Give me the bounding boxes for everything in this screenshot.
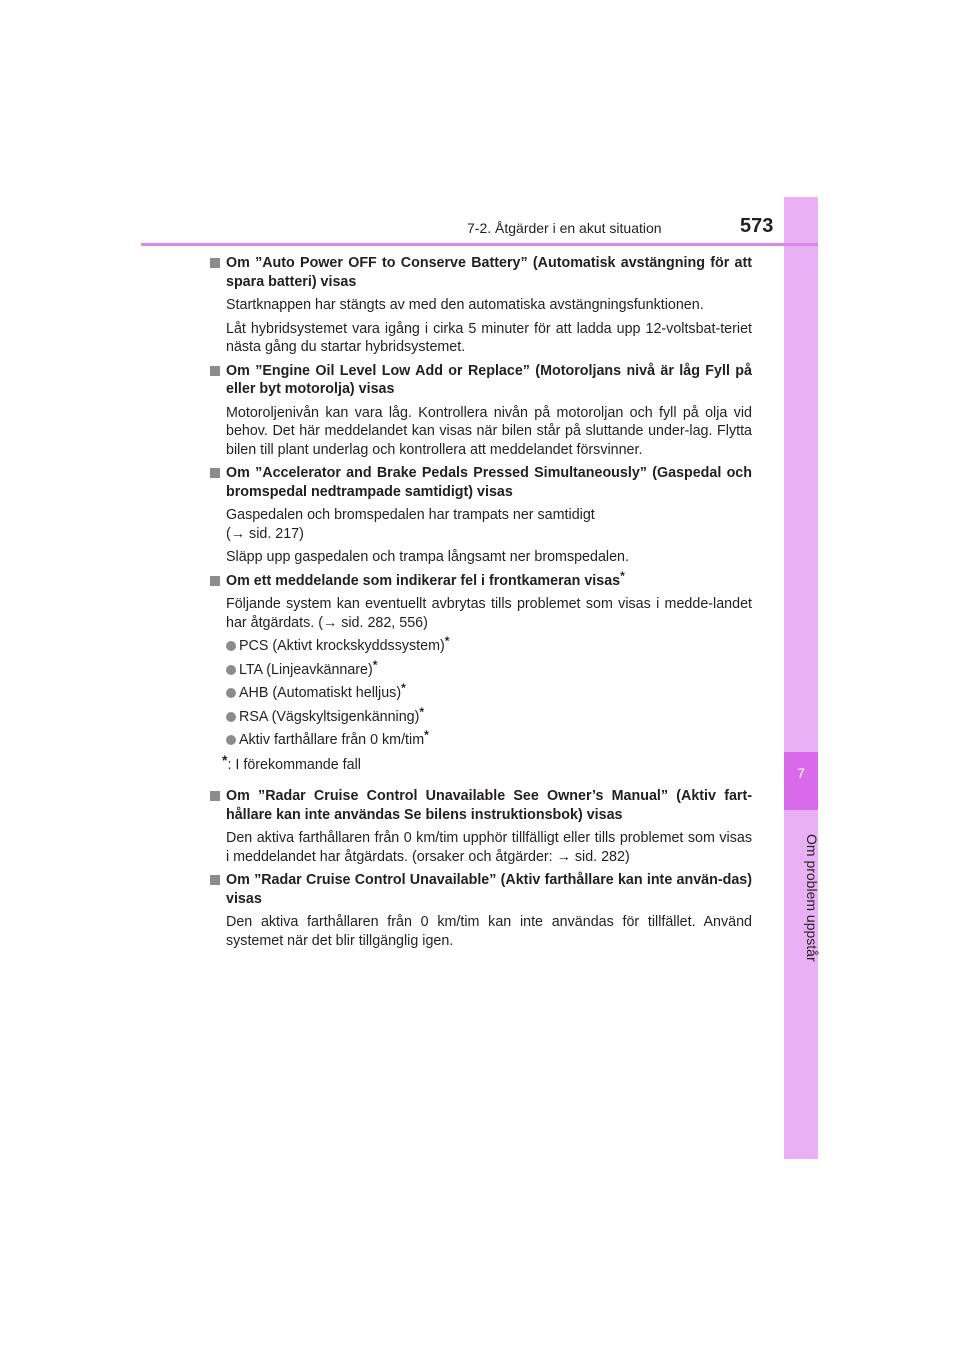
list-item: AHB (Automatiskt helljus)* [226, 684, 752, 703]
section-square-icon [210, 576, 220, 586]
bullet-icon [226, 688, 236, 698]
chapter-number-box [784, 752, 818, 810]
chapter-tab-strip [784, 197, 818, 1159]
section-paragraph: Den aktiva farthållaren från 0 km/tim upphör tillfälligt eller tills problemet som visas i meddelandet har åtgärdats. (orsaker och åtgärder: → sid. 282) [226, 830, 752, 865]
section-paragraph: Startknappen har stängts av med den automatiska avstängningsfunktionen. [226, 297, 704, 313]
section-title: Om ”Auto Power OFF to Conserve Battery” (Automatisk avstängning för att spara batteri) visas [226, 255, 752, 290]
bullet-icon [226, 665, 236, 675]
section-engine-oil [210, 362, 752, 460]
section-square-icon [210, 791, 220, 801]
arrow-right-icon: → [556, 848, 571, 865]
section-pedals [210, 464, 752, 567]
section-title: Om ”Radar Cruise Control Unavailable” (Aktiv farthållare kan inte använ-das) visas [226, 872, 752, 907]
section-paragraph: Motoroljenivån kan vara låg. Kontrollera nivån på motoroljan och fyll på olja vid behov. Det här meddelandet kan visas när bilen står på sluttande under-lag. Flytta bilen till plant underlag och kontrollera att meddelandet försvinner. [226, 404, 752, 458]
page-reference: sid. 217) [249, 525, 304, 542]
section-title: Om ”Engine Oil Level Low Add or Replace” (Motoroljans nivå är låg Fyll på eller byt motorolja) visas [226, 362, 752, 397]
asterisk-marker: * [222, 751, 228, 768]
section-title: Om ett meddelande som indikerar fel i frontkameran visas* [226, 568, 625, 589]
section-paragraph: Släpp upp gaspedalen och trampa långsamt ner bromspedalen. [226, 549, 629, 565]
section-square-icon [210, 366, 220, 376]
bullet-icon [226, 735, 236, 745]
asterisk-marker: * [424, 728, 429, 742]
page-reference: sid. 282, 556) [341, 614, 428, 631]
asterisk-marker: * [401, 681, 406, 695]
section-paragraph: Gaspedalen och bromspedalen har trampats ner samtidigt (→ sid. 217) [226, 507, 595, 542]
section-square-icon [210, 875, 220, 885]
chapter-tab-label: Om problem uppstår [804, 834, 820, 962]
arrow-right-icon: → [230, 525, 246, 542]
page-content [210, 254, 752, 955]
asterisk-marker: * [419, 704, 425, 719]
chapter-number: 7 [797, 765, 805, 781]
list-item: LTA (Linjeavkännare)* [226, 661, 752, 680]
asterisk-marker: * [620, 568, 625, 583]
section-title: Om ”Radar Cruise Control Unavailable See Owner’s Manual” (Aktiv fart-hållare kan inte användas Se bilens instruktionsbok) visas [226, 788, 752, 823]
list-item: RSA (Vägskyltsigenkänning)* [226, 708, 752, 727]
asterisk-marker: * [372, 657, 378, 672]
section-square-icon [210, 258, 220, 268]
list-item: Aktiv farthållare från 0 km/tim* [226, 731, 752, 750]
bullet-icon [226, 712, 236, 722]
asterisk-marker: * [444, 634, 450, 648]
page-number: 573 [740, 215, 774, 237]
section-paragraph: Låt hybridsystemet vara igång i cirka 5 minuter för att ladda upp 12-voltsbat-teriet nästa gång du startar hybridsystemet. [226, 320, 752, 355]
section-front-camera [210, 568, 752, 775]
list-item: PCS (Aktivt krockskyddssystem)* [226, 637, 752, 656]
header-section-title: 7-2. Åtgärder i en akut situation [467, 220, 662, 236]
arrow-right-icon: → [322, 614, 338, 631]
section-radar-see-manual [210, 787, 752, 866]
footnote: *: I förekommande fall [222, 751, 361, 773]
section-paragraph: Den aktiva farthållaren från 0 km/tim kan inte användas för tillfället. Använd systemet när det blir tillgänglig igen. [226, 914, 752, 949]
section-title: Om ”Accelerator and Brake Pedals Pressed Simultaneously” (Gaspedal och bromspedal nedtrampade samtidigt) visas [226, 465, 752, 500]
header-rule [141, 243, 818, 246]
section-square-icon [210, 468, 220, 478]
bullet-icon [226, 641, 236, 651]
section-radar-unavailable [210, 871, 752, 950]
page-reference: sid. 282) [574, 848, 630, 865]
section-paragraph: Följande system kan eventuellt avbrytas tills problemet som visas i medde-landet har åtgärdats. (→ sid. 282, 556) [226, 596, 752, 631]
section-auto-power-off [210, 254, 752, 357]
